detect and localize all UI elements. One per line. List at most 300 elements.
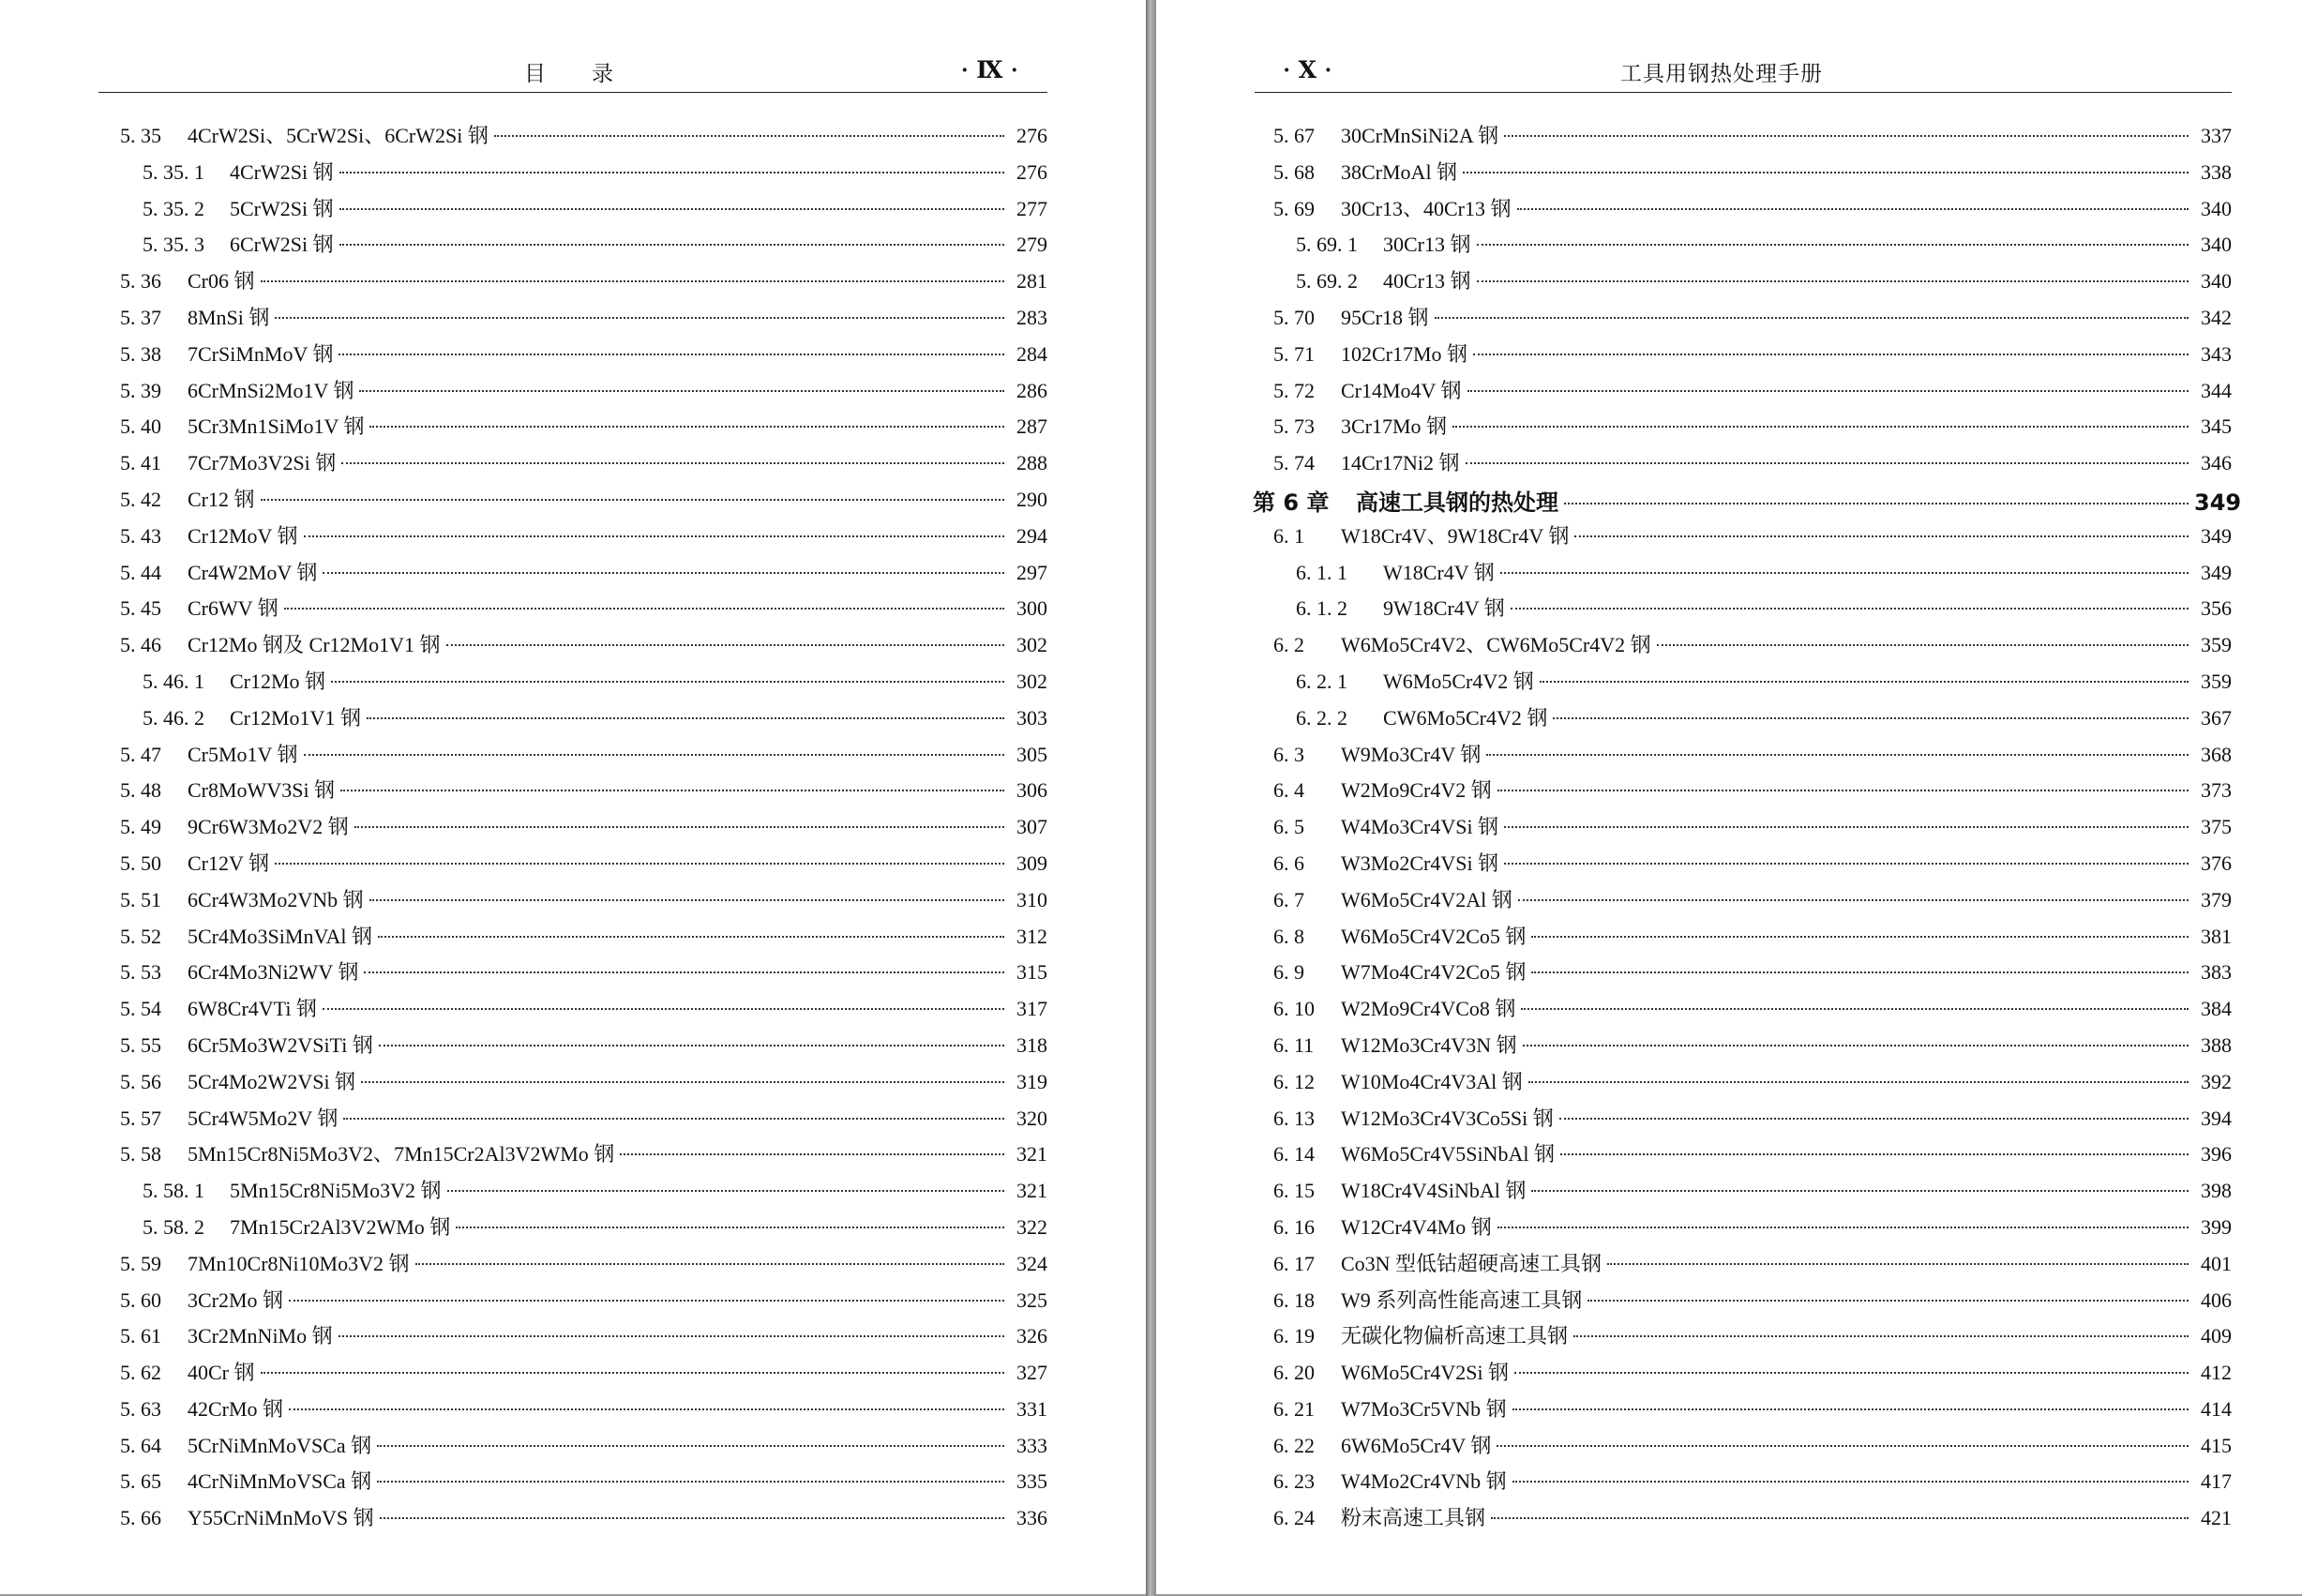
toc-entry-page: 276 bbox=[1016, 124, 1047, 147]
toc-entry[interactable] bbox=[120, 1285, 1047, 1321]
dot-leader bbox=[289, 1408, 1004, 1410]
toc-entry-number: 6. 24 bbox=[1273, 1506, 1315, 1530]
toc-entry-number: 5. 67 bbox=[1273, 124, 1315, 147]
toc-entry-number: 5. 39 bbox=[120, 378, 161, 402]
toc-entry-page: 388 bbox=[2201, 1032, 2232, 1057]
toc-entry-number: 5. 62 bbox=[120, 1361, 161, 1385]
toc-entry-title: 7CrSiMnMoV 钢 bbox=[188, 341, 334, 366]
toc-entry-title: 30CrMnSiNi2A 钢 bbox=[1341, 124, 1499, 147]
toc-entry[interactable] bbox=[1273, 1103, 2232, 1139]
toc-entry-title: W6Mo5Cr4V2Co5 钢 bbox=[1341, 924, 1527, 948]
toc-entry[interactable] bbox=[1273, 848, 2232, 884]
dot-leader bbox=[1517, 208, 2189, 210]
toc-entry[interactable] bbox=[1273, 739, 2232, 775]
toc-entry-number: 5. 65 bbox=[120, 1469, 161, 1494]
toc-entry-page: 396 bbox=[2201, 1142, 2232, 1167]
toc-entry-page: 383 bbox=[2201, 960, 2232, 985]
toc-entry[interactable] bbox=[120, 1103, 1047, 1139]
right-toc-list bbox=[1253, 120, 2242, 1539]
toc-entry[interactable] bbox=[120, 1502, 1047, 1539]
toc-entry[interactable] bbox=[120, 956, 1047, 993]
toc-entry-title: W18Cr4V4SiNbAl 钢 bbox=[1341, 1179, 1527, 1203]
left-page-header bbox=[98, 54, 1047, 93]
toc-entry-page: 359 bbox=[2201, 669, 2232, 693]
toc-entry-title: 9W18Cr4V 钢 bbox=[1383, 596, 1505, 621]
toc-entry-number: 6. 21 bbox=[1273, 1396, 1315, 1421]
toc-entry-page: 276 bbox=[1016, 159, 1047, 184]
toc-entry[interactable] bbox=[120, 1320, 1047, 1357]
toc-entry-title: Cr12V 钢 bbox=[188, 851, 269, 875]
toc-entry[interactable] bbox=[1273, 1285, 2232, 1321]
toc-entry-page: 287 bbox=[1016, 414, 1047, 439]
toc-entry[interactable] bbox=[120, 1066, 1047, 1103]
toc-entry-page: 310 bbox=[1016, 887, 1047, 911]
toc-entry[interactable] bbox=[120, 921, 1047, 957]
toc-entry-page: 368 bbox=[2201, 742, 2232, 766]
toc-entry[interactable] bbox=[1273, 1466, 2232, 1502]
toc-entry[interactable] bbox=[120, 1357, 1047, 1393]
dot-leader bbox=[1528, 1081, 2189, 1083]
toc-entry-number: 5. 41 bbox=[120, 451, 161, 475]
toc-entry-number: 5. 69. 1 bbox=[1296, 233, 1358, 257]
toc-entry[interactable] bbox=[1273, 157, 2232, 193]
toc-entry[interactable] bbox=[120, 1466, 1047, 1502]
toc-entry[interactable] bbox=[1273, 520, 2232, 557]
dot-leader bbox=[1523, 1045, 2189, 1046]
toc-entry-page: 279 bbox=[1016, 233, 1047, 257]
toc-entry-title: W4Mo2Cr4VNb 钢 bbox=[1341, 1469, 1507, 1494]
dot-leader bbox=[1559, 1118, 2189, 1120]
toc-entry-number: 6. 16 bbox=[1273, 1214, 1315, 1239]
toc-entry-page: 300 bbox=[1016, 596, 1047, 621]
toc-entry[interactable] bbox=[120, 848, 1047, 884]
toc-entry[interactable] bbox=[120, 157, 1047, 193]
toc-entry[interactable] bbox=[120, 775, 1047, 811]
dot-leader bbox=[1504, 135, 2189, 137]
toc-entry-title: 8MnSi 钢 bbox=[188, 305, 270, 329]
toc-entry[interactable] bbox=[1273, 702, 2232, 739]
toc-entry[interactable] bbox=[1273, 884, 2232, 921]
toc-entry-number: 5. 73 bbox=[1273, 414, 1315, 439]
toc-entry-title: Cr06 钢 bbox=[188, 269, 255, 294]
toc-entry[interactable] bbox=[1273, 120, 2232, 157]
toc-entry-page: 283 bbox=[1016, 305, 1047, 329]
toc-entry[interactable] bbox=[120, 229, 1047, 265]
toc-entry-title: 6CrW2Si 钢 bbox=[230, 233, 334, 257]
toc-entry-number: 5. 42 bbox=[120, 487, 161, 511]
dot-leader bbox=[1497, 790, 2189, 791]
toc-entry[interactable] bbox=[1273, 775, 2232, 811]
toc-entry-number: 5. 54 bbox=[120, 997, 161, 1021]
toc-entry[interactable] bbox=[1273, 1066, 2232, 1103]
dot-leader bbox=[1514, 1372, 2189, 1374]
toc-entry-page: 401 bbox=[2201, 1251, 2232, 1275]
toc-entry-title: 30Cr13 钢 bbox=[1383, 233, 1471, 257]
toc-entry-title: W2Mo9Cr4VCo8 钢 bbox=[1341, 997, 1516, 1021]
toc-entry[interactable] bbox=[120, 1393, 1047, 1430]
toc-entry-number: 5. 49 bbox=[120, 815, 161, 839]
toc-entry-number: 6. 11 bbox=[1273, 1032, 1315, 1057]
toc-entry[interactable] bbox=[1273, 1212, 2232, 1248]
dot-leader bbox=[361, 1081, 1004, 1083]
toc-entry-title: 5Mn15Cr8Ni5Mo3V2 钢 bbox=[230, 1179, 442, 1203]
toc-entry-number: 6. 3 bbox=[1273, 742, 1304, 766]
toc-entry[interactable] bbox=[120, 1430, 1047, 1467]
dot-leader bbox=[339, 208, 1004, 210]
toc-entry[interactable] bbox=[1273, 629, 2232, 666]
toc-entry-page: 340 bbox=[2201, 196, 2232, 220]
dot-leader bbox=[364, 971, 1004, 973]
left-page-number: · Ⅸ · bbox=[960, 58, 1019, 83]
toc-entry-title: W6Mo5Cr4V5SiNbAl 钢 bbox=[1341, 1142, 1555, 1167]
toc-entry-page: 345 bbox=[2201, 414, 2232, 439]
toc-entry[interactable] bbox=[120, 702, 1047, 739]
toc-entry-page: 412 bbox=[2201, 1361, 2232, 1385]
toc-entry-title: 6W8Cr4VTi 钢 bbox=[188, 997, 317, 1021]
left-page bbox=[0, 0, 1146, 1594]
toc-entry-title: W6Mo5Cr4V2、CW6Mo5Cr4V2 钢 bbox=[1341, 633, 1651, 657]
toc-entry-number: 6. 6 bbox=[1273, 851, 1304, 875]
toc-entry-title: Cr12MoV 钢 bbox=[188, 523, 298, 548]
toc-entry-number: 5. 38 bbox=[120, 341, 161, 366]
toc-entry-number: 5. 45 bbox=[120, 596, 161, 621]
toc-entry[interactable] bbox=[1273, 1357, 2232, 1393]
toc-entry-title: 粉末高速工具钢 bbox=[1341, 1506, 1486, 1530]
toc-entry[interactable] bbox=[120, 120, 1047, 157]
toc-entry-page: 338 bbox=[2201, 159, 2232, 184]
dot-leader bbox=[261, 499, 1004, 501]
toc-entry-number: 5. 43 bbox=[120, 523, 161, 548]
toc-entry-number: 5. 66 bbox=[120, 1506, 161, 1530]
dot-leader bbox=[1477, 244, 2189, 246]
toc-entry-page: 305 bbox=[1016, 742, 1047, 766]
toc-entry[interactable] bbox=[120, 447, 1047, 484]
toc-entry-title: Co3N 型低钴超硬高速工具钢 bbox=[1341, 1251, 1602, 1275]
dot-leader bbox=[1512, 1408, 2189, 1410]
toc-entry-number: 6. 20 bbox=[1273, 1361, 1315, 1385]
toc-entry-number: 6. 18 bbox=[1273, 1287, 1315, 1312]
dot-leader bbox=[339, 244, 1004, 246]
dot-leader bbox=[1564, 503, 2189, 504]
toc-chapter-entry[interactable] bbox=[1253, 484, 2242, 520]
toc-entry[interactable] bbox=[120, 484, 1047, 520]
toc-entry-number: 6. 1 bbox=[1273, 523, 1304, 548]
toc-entry-page: 356 bbox=[2201, 596, 2232, 621]
toc-entry[interactable] bbox=[1273, 956, 2232, 993]
dot-leader bbox=[1574, 535, 2189, 537]
toc-entry-title: 5Cr4Mo2W2VSi 钢 bbox=[188, 1069, 356, 1093]
toc-entry[interactable] bbox=[120, 1138, 1047, 1175]
toc-entry-title: CW6Mo5Cr4V2 钢 bbox=[1383, 705, 1548, 730]
dot-leader bbox=[494, 135, 1004, 137]
toc-entry[interactable] bbox=[1273, 593, 2232, 629]
toc-entry[interactable] bbox=[120, 375, 1047, 412]
toc-entry-page: 399 bbox=[2201, 1214, 2232, 1239]
toc-entry[interactable] bbox=[120, 666, 1047, 702]
toc-entry-number: 5. 48 bbox=[120, 778, 161, 803]
dot-leader bbox=[339, 1335, 1004, 1337]
toc-entry-number: 5. 58. 2 bbox=[143, 1214, 204, 1239]
toc-entry-title: 4CrNiMnMoVSCa 钢 bbox=[188, 1469, 372, 1494]
toc-entry-number: 5. 51 bbox=[120, 887, 161, 911]
toc-entry-page: 349 bbox=[2201, 523, 2232, 548]
toc-entry[interactable] bbox=[120, 811, 1047, 848]
toc-entry-title: 3Cr2Mo 钢 bbox=[188, 1287, 284, 1312]
toc-entry[interactable] bbox=[1273, 1175, 2232, 1212]
toc-entry-page: 376 bbox=[2201, 851, 2232, 875]
toc-entry-title: Y55CrNiMnMoVS 钢 bbox=[188, 1506, 374, 1530]
toc-entry-page: 288 bbox=[1016, 451, 1047, 475]
dot-leader bbox=[284, 608, 1004, 610]
dot-leader bbox=[1553, 717, 2189, 719]
toc-entry-page: 321 bbox=[1016, 1142, 1047, 1167]
toc-entry-number: 5. 59 bbox=[120, 1251, 161, 1275]
toc-entry-title: 7Cr7Mo3V2Si 钢 bbox=[188, 451, 337, 475]
toc-entry-number: 5. 55 bbox=[120, 1032, 161, 1057]
toc-entry[interactable] bbox=[1273, 993, 2232, 1030]
toc-entry[interactable] bbox=[120, 884, 1047, 921]
toc-entry-title: Cr12 钢 bbox=[188, 487, 255, 511]
toc-entry-page: 321 bbox=[1016, 1179, 1047, 1203]
toc-entry-title: W12Cr4V4Mo 钢 bbox=[1341, 1214, 1492, 1239]
toc-entry-number: 5. 60 bbox=[120, 1287, 161, 1312]
toc-entry[interactable] bbox=[120, 593, 1047, 629]
toc-entry-number: 5. 35. 3 bbox=[143, 233, 204, 257]
toc-entry-page: 306 bbox=[1016, 778, 1047, 803]
toc-entry[interactable] bbox=[120, 629, 1047, 666]
dot-leader bbox=[275, 863, 1004, 865]
dot-leader bbox=[1511, 608, 2189, 610]
toc-entry-title: W6Mo5Cr4V2 钢 bbox=[1383, 669, 1534, 693]
toc-entry-title: Cr12Mo 钢及 Cr12Mo1V1 钢 bbox=[188, 633, 441, 657]
dot-leader bbox=[456, 1227, 1004, 1228]
toc-entry-page: 414 bbox=[2201, 1396, 2232, 1421]
toc-entry[interactable] bbox=[1273, 557, 2232, 594]
toc-entry-page: 284 bbox=[1016, 341, 1047, 366]
toc-entry-page: 336 bbox=[1016, 1506, 1047, 1530]
toc-entry-number: 6. 19 bbox=[1273, 1324, 1315, 1348]
toc-entry-number: 5. 69 bbox=[1273, 196, 1315, 220]
toc-entry[interactable] bbox=[1273, 811, 2232, 848]
toc-entry-page: 281 bbox=[1016, 269, 1047, 294]
toc-entry-page: 340 bbox=[2201, 269, 2232, 294]
dot-leader bbox=[1500, 572, 2189, 574]
dot-leader bbox=[1452, 426, 2189, 428]
toc-entry-number: 5. 35. 1 bbox=[143, 159, 204, 184]
toc-entry-number: 5. 69. 2 bbox=[1296, 269, 1358, 294]
toc-entry-page: 333 bbox=[1016, 1433, 1047, 1457]
toc-entry-title: 4CrW2Si、5CrW2Si、6CrW2Si 钢 bbox=[188, 124, 489, 147]
toc-entry-page: 392 bbox=[2201, 1069, 2232, 1093]
toc-entry[interactable] bbox=[120, 265, 1047, 302]
dot-leader bbox=[1497, 1445, 2189, 1447]
toc-entry-page: 322 bbox=[1016, 1214, 1047, 1239]
dot-leader bbox=[1587, 1300, 2189, 1302]
toc-entry-title: 5Cr4W5Mo2V 钢 bbox=[188, 1106, 339, 1130]
dot-leader bbox=[354, 826, 1004, 828]
toc-entry[interactable] bbox=[120, 1212, 1047, 1248]
toc-entry[interactable] bbox=[120, 993, 1047, 1030]
toc-entry[interactable] bbox=[1273, 1320, 2232, 1357]
toc-entry-page: 342 bbox=[2201, 305, 2232, 329]
toc-entry-title: 6W6Mo5Cr4V 钢 bbox=[1341, 1433, 1492, 1457]
dot-leader bbox=[1657, 644, 2189, 646]
toc-entry-number: 5. 40 bbox=[120, 414, 161, 439]
dot-leader bbox=[289, 1300, 1004, 1302]
toc-entry-page: 297 bbox=[1016, 560, 1047, 584]
dot-leader bbox=[304, 535, 1004, 537]
toc-entry-title: Cr8MoWV3Si 钢 bbox=[188, 778, 336, 803]
toc-entry-page: 309 bbox=[1016, 851, 1047, 875]
toc-entry-title: 38CrMoAl 钢 bbox=[1341, 159, 1458, 184]
toc-entry[interactable] bbox=[1273, 229, 2232, 265]
toc-entry[interactable] bbox=[1273, 447, 2232, 484]
toc-entry-page: 344 bbox=[2201, 378, 2232, 402]
toc-entry-title: 7Mn10Cr8Ni10Mo3V2 钢 bbox=[188, 1251, 410, 1275]
toc-entry[interactable] bbox=[1273, 302, 2232, 339]
toc-entry[interactable] bbox=[1273, 375, 2232, 412]
toc-entry[interactable] bbox=[1273, 921, 2232, 957]
dot-leader bbox=[1607, 1263, 2189, 1265]
toc-entry[interactable] bbox=[1273, 1502, 2232, 1539]
toc-entry-number: 5. 52 bbox=[120, 924, 161, 948]
left-toc-list bbox=[120, 120, 1047, 1539]
toc-entry-page: 346 bbox=[2201, 451, 2232, 475]
toc-entry-page: 394 bbox=[2201, 1106, 2232, 1130]
dot-leader bbox=[367, 717, 1004, 719]
toc-entry-title: W18Cr4V 钢 bbox=[1383, 560, 1495, 584]
toc-entry-page: 375 bbox=[2201, 815, 2232, 839]
toc-entry[interactable] bbox=[120, 520, 1047, 557]
toc-entry-number: 6. 2 bbox=[1273, 633, 1304, 657]
toc-entry-number: 6. 9 bbox=[1273, 960, 1304, 985]
toc-entry-page: 303 bbox=[1016, 705, 1047, 730]
toc-entry-title: 高速工具钢的热处理 bbox=[1356, 489, 1558, 516]
dot-leader bbox=[1518, 899, 2189, 901]
toc-entry-page: 318 bbox=[1016, 1032, 1047, 1057]
toc-entry-number: 6. 10 bbox=[1273, 997, 1315, 1021]
toc-entry-page: 398 bbox=[2201, 1179, 2232, 1203]
toc-entry[interactable] bbox=[1273, 1030, 2232, 1066]
toc-entry[interactable] bbox=[120, 411, 1047, 447]
toc-entry[interactable] bbox=[1273, 666, 2232, 702]
dot-leader bbox=[1497, 1227, 2189, 1228]
toc-entry[interactable] bbox=[1273, 1248, 2232, 1285]
dot-leader bbox=[261, 280, 1004, 282]
toc-entry-title: 5CrW2Si 钢 bbox=[230, 196, 334, 220]
toc-entry-number: 5. 72 bbox=[1273, 378, 1315, 402]
dot-leader bbox=[415, 1263, 1004, 1265]
toc-entry[interactable] bbox=[1273, 339, 2232, 375]
toc-entry-title: Cr12Mo 钢 bbox=[230, 669, 326, 693]
dot-leader bbox=[341, 462, 1004, 464]
toc-entry-number: 5. 63 bbox=[120, 1396, 161, 1421]
toc-entry-number: 6. 13 bbox=[1273, 1106, 1315, 1130]
toc-entry-page: 343 bbox=[2201, 341, 2232, 366]
toc-entry-number: 5. 37 bbox=[120, 305, 161, 329]
toc-entry[interactable] bbox=[120, 1030, 1047, 1066]
toc-entry-title: 6Cr4Mo3Ni2WV 钢 bbox=[188, 960, 359, 985]
toc-entry[interactable] bbox=[120, 557, 1047, 594]
dot-leader bbox=[359, 390, 1004, 392]
toc-entry[interactable] bbox=[120, 739, 1047, 775]
dot-leader bbox=[1477, 280, 2189, 282]
toc-entry-title: W2Mo9Cr4V2 钢 bbox=[1341, 778, 1492, 803]
toc-entry[interactable] bbox=[120, 302, 1047, 339]
toc-entry-title: 102Cr17Mo 钢 bbox=[1341, 341, 1468, 366]
dot-leader bbox=[1573, 1335, 2189, 1337]
dot-leader bbox=[323, 1008, 1004, 1010]
toc-entry-number: 5. 50 bbox=[120, 851, 161, 875]
toc-entry-page: 315 bbox=[1016, 960, 1047, 985]
toc-entry-number: 6. 15 bbox=[1273, 1179, 1315, 1203]
toc-entry-page: 421 bbox=[2201, 1506, 2232, 1530]
dot-leader bbox=[1491, 1517, 2189, 1519]
toc-entry-page: 367 bbox=[2201, 705, 2232, 730]
toc-entry-number: 6. 5 bbox=[1273, 815, 1304, 839]
toc-entry-title: 3Cr17Mo 钢 bbox=[1341, 414, 1448, 439]
toc-entry[interactable] bbox=[120, 193, 1047, 230]
toc-entry-title: Cr4W2MoV 钢 bbox=[188, 560, 318, 584]
toc-entry-title: 5Cr3Mn1SiMo1V 钢 bbox=[188, 414, 365, 439]
toc-entry-title: 6CrMnSi2Mo1V 钢 bbox=[188, 378, 354, 402]
toc-entry-title: 7Mn15Cr2Al3V2WMo 钢 bbox=[230, 1214, 451, 1239]
toc-entry-number: 6. 22 bbox=[1273, 1433, 1315, 1457]
toc-entry-number: 5. 58. 1 bbox=[143, 1179, 204, 1203]
toc-entry[interactable] bbox=[1273, 1430, 2232, 1467]
dot-leader bbox=[378, 936, 1004, 938]
toc-entry-title: 5Mn15Cr8Ni5Mo3V2、7Mn15Cr2Al3V2WMo 钢 bbox=[188, 1142, 615, 1167]
toc-entry[interactable] bbox=[1273, 193, 2232, 230]
toc-entry-title: W4Mo3Cr4VSi 钢 bbox=[1341, 815, 1499, 839]
toc-entry[interactable] bbox=[120, 1248, 1047, 1285]
toc-entry-number: 5. 35. 2 bbox=[143, 196, 204, 220]
toc-entry-title: 95Cr18 钢 bbox=[1341, 305, 1429, 329]
toc-entry[interactable] bbox=[1273, 411, 2232, 447]
toc-entry-number: 6. 12 bbox=[1273, 1069, 1315, 1093]
toc-entry-number: 5. 53 bbox=[120, 960, 161, 985]
toc-entry-page: 327 bbox=[1016, 1361, 1047, 1385]
toc-entry-number: 第 6 章 bbox=[1253, 489, 1330, 516]
toc-entry-page: 312 bbox=[1016, 924, 1047, 948]
dot-leader bbox=[1504, 863, 2189, 865]
toc-entry-page: 302 bbox=[1016, 633, 1047, 657]
toc-entry-page: 337 bbox=[2201, 124, 2232, 147]
toc-entry-number: 6. 8 bbox=[1273, 924, 1304, 948]
dot-leader bbox=[1504, 826, 2189, 828]
toc-entry[interactable] bbox=[120, 1175, 1047, 1212]
toc-entry[interactable] bbox=[120, 339, 1047, 375]
toc-entry[interactable] bbox=[1273, 1393, 2232, 1430]
toc-entry-page: 317 bbox=[1016, 997, 1047, 1021]
dot-leader bbox=[1531, 1190, 2189, 1192]
toc-entry-number: 5. 57 bbox=[120, 1106, 161, 1130]
dot-leader bbox=[1473, 354, 2189, 355]
dot-leader bbox=[446, 644, 1004, 646]
toc-entry-number: 5. 64 bbox=[120, 1433, 161, 1457]
toc-entry-page: 326 bbox=[1016, 1324, 1047, 1348]
toc-entry[interactable] bbox=[1273, 1138, 2232, 1175]
dot-leader bbox=[369, 899, 1004, 901]
toc-entry-number: 6. 1. 1 bbox=[1296, 560, 1347, 584]
toc-entry-title: W18Cr4V、9W18Cr4V 钢 bbox=[1341, 523, 1570, 548]
toc-entry[interactable] bbox=[1273, 265, 2232, 302]
toc-entry-title: W9Mo3Cr4V 钢 bbox=[1341, 742, 1482, 766]
toc-entry-page: 417 bbox=[2201, 1469, 2232, 1494]
toc-entry-number: 5. 56 bbox=[120, 1069, 161, 1093]
right-page bbox=[1156, 0, 2302, 1594]
toc-entry-title: W7Mo3Cr5VNb 钢 bbox=[1341, 1396, 1507, 1421]
